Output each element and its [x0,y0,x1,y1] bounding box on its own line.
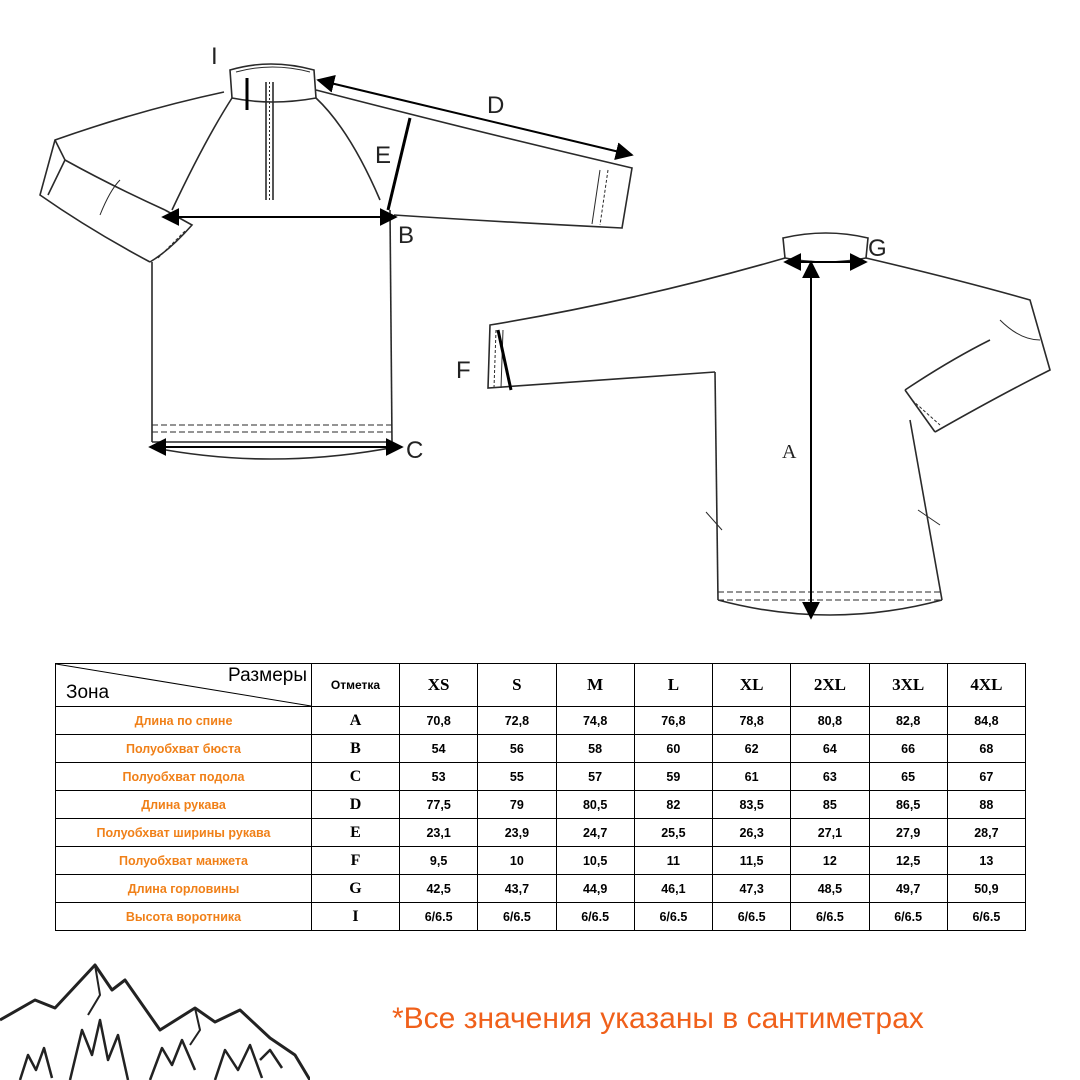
mark-cell: G [312,875,400,903]
size-header: 4XL [947,664,1025,707]
value-cell: 77,5 [400,791,478,819]
value-cell: 47,3 [713,875,791,903]
value-cell: 6/6.5 [791,903,869,931]
size-table [55,663,1026,931]
value-cell: 50,9 [947,875,1025,903]
value-cell: 23,9 [478,819,556,847]
corner-sizes-label: Размеры [228,665,307,686]
table-row [56,791,1026,819]
value-cell: 63 [791,763,869,791]
table-row [56,847,1026,875]
table-row [56,903,1026,931]
value-cell: 76,8 [634,707,712,735]
value-cell: 6/6.5 [556,903,634,931]
marker-F: F [456,357,471,384]
zone-label: Полуобхват ширины рукава [56,819,312,847]
value-cell: 27,1 [791,819,869,847]
marker-E: E [375,142,392,169]
zone-label: Полуобхват подола [56,763,312,791]
table-row [56,707,1026,735]
mark-cell: E [312,819,400,847]
mark-cell: B [312,735,400,763]
value-cell: 68 [947,735,1025,763]
zone-label: Полуобхват манжета [56,847,312,875]
value-cell: 53 [400,763,478,791]
value-cell: 82 [634,791,712,819]
marker-A: A [782,441,797,463]
value-cell: 74,8 [556,707,634,735]
value-cell: 6/6.5 [713,903,791,931]
value-cell: 6/6.5 [478,903,556,931]
table-row [56,875,1026,903]
value-cell: 85 [791,791,869,819]
mark-cell: I [312,903,400,931]
value-cell: 42,5 [400,875,478,903]
value-cell: 55 [478,763,556,791]
size-header: XS [400,664,478,707]
value-cell: 78,8 [713,707,791,735]
marker-D: D [487,92,505,119]
table-body [56,707,1026,931]
marker-G: G [868,235,887,262]
value-cell: 49,7 [869,875,947,903]
table-header-row [56,664,1026,707]
mark-header: Отметка [312,664,400,707]
value-cell: 6/6.5 [869,903,947,931]
value-cell: 11,5 [713,847,791,875]
value-cell: 13 [947,847,1025,875]
size-header: L [634,664,712,707]
value-cell: 70,8 [400,707,478,735]
size-header: 2XL [791,664,869,707]
value-cell: 48,5 [791,875,869,903]
value-cell: 12 [791,847,869,875]
zone-label: Длина горловины [56,875,312,903]
value-cell: 25,5 [634,819,712,847]
value-cell: 80,5 [556,791,634,819]
value-cell: 61 [713,763,791,791]
value-cell: 23,1 [400,819,478,847]
table-row [56,735,1026,763]
value-cell: 43,7 [478,875,556,903]
value-cell: 67 [947,763,1025,791]
value-cell: 57 [556,763,634,791]
value-cell: 56 [478,735,556,763]
value-cell: 58 [556,735,634,763]
value-cell: 24,7 [556,819,634,847]
size-header: XL [713,664,791,707]
value-cell: 72,8 [478,707,556,735]
value-cell: 54 [400,735,478,763]
value-cell: 83,5 [713,791,791,819]
marker-B: B [398,222,415,249]
value-cell: 27,9 [869,819,947,847]
size-header: M [556,664,634,707]
footnote: *Все значения указаны в сантиметрах [392,1002,924,1035]
value-cell: 26,3 [713,819,791,847]
value-cell: 84,8 [947,707,1025,735]
mountain-logo [0,960,310,1080]
mark-cell: D [312,791,400,819]
value-cell: 6/6.5 [400,903,478,931]
value-cell: 79 [478,791,556,819]
value-cell: 62 [713,735,791,763]
value-cell: 6/6.5 [947,903,1025,931]
corner-zone-label: Зона [66,682,110,703]
marker-I: I [211,43,218,70]
value-cell: 10,5 [556,847,634,875]
zone-label: Длина рукава [56,791,312,819]
value-cell: 80,8 [791,707,869,735]
value-cell: 86,5 [869,791,947,819]
marker-C: C [406,437,424,464]
value-cell: 10 [478,847,556,875]
mark-cell: F [312,847,400,875]
zone-label: Длина по спине [56,707,312,735]
size-header: S [478,664,556,707]
value-cell: 82,8 [869,707,947,735]
size-header: 3XL [869,664,947,707]
value-cell: 6/6.5 [634,903,712,931]
value-cell: 46,1 [634,875,712,903]
value-cell: 66 [869,735,947,763]
back-measurements [498,262,866,618]
table-row [56,819,1026,847]
value-cell: 12,5 [869,847,947,875]
table-corner-cell [56,664,312,707]
value-cell: 28,7 [947,819,1025,847]
zone-label: Полуобхват бюста [56,735,312,763]
value-cell: 11 [634,847,712,875]
value-cell: 9,5 [400,847,478,875]
zone-label: Высота воротника [56,903,312,931]
value-cell: 60 [634,735,712,763]
mark-cell: C [312,763,400,791]
back-view-jacket [488,233,1050,615]
mark-cell: A [312,707,400,735]
value-cell: 88 [947,791,1025,819]
value-cell: 59 [634,763,712,791]
value-cell: 65 [869,763,947,791]
table-row [56,763,1026,791]
value-cell: 44,9 [556,875,634,903]
value-cell: 64 [791,735,869,763]
front-view-jacket [40,64,632,459]
